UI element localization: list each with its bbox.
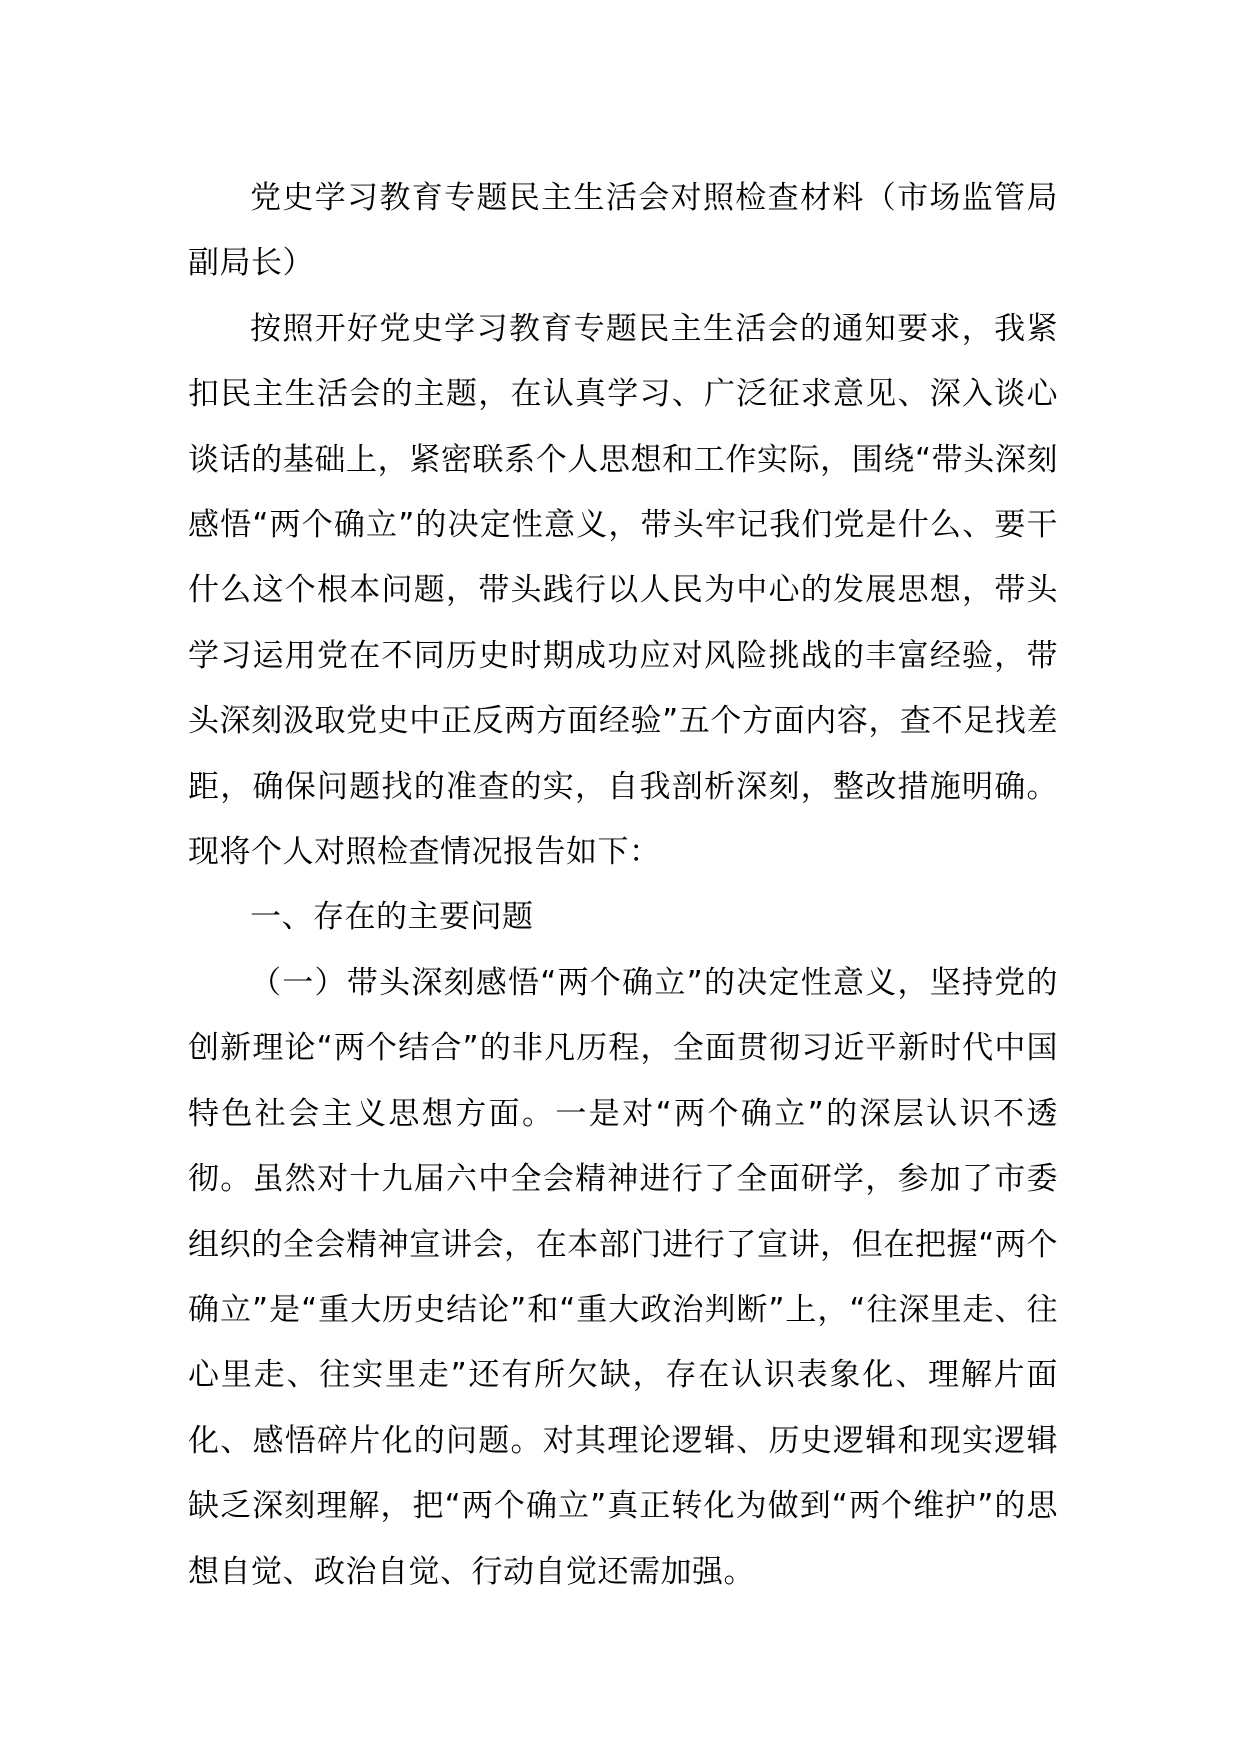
section-heading: 一、存在的主要问题 (250, 899, 534, 936)
document-body (188, 166, 1058, 1605)
section-paragraph: （一）带头深刻感悟“两个确立”的决定性意义，坚持党的创新理论“两个结合”的非凡历程，全面贯彻习近平新时代中国特色社会主义思想方面。一是对“两个确立”的深层认识不透彻。虽然对十九届六中全会精神进行了全面研学，参加了市委组织的全会精神宣讲会，在本部门进行了宣讲，但在把握“两个确立”是“重大历史结论”和“重大政治判断”上，“往深里走、往心里走、往实里走”还有所欠缺，存在认识表象化、理解片面化、感悟碎片化的问题。对其理论逻辑、历史逻辑和现实逻辑缺乏深刻理解，把“两个确立”真正转化为做到“两个维护”的思想自觉、政治自觉、行动自觉还需加强。 (188, 964, 1058, 1590)
document-title: 党史学习教育专题民主生活会对照检查材料（市场监管局副局长） (188, 180, 1058, 282)
intro-paragraph: 按照开好党史学习教育专题民主生活会的通知要求，我紧扣民主生活会的主题，在认真学习、广泛征求意见、深入谈心谈话的基础上，紧密联系个人思想和工作实际，围绕“带头深刻感悟“两个确立”的决定性意义，带头牢记我们党是什么、要干什么这个根本问题，带头践行以人民为中心的发展思想，带头学习运用党在不同历史时期成功应对风险挑战的丰富经验，带头深刻汲取党史中正反两方面经验”五个方面内容，查不足找差距，确保问题找的准查的实，自我剖析深刻，整改措施明确。现将个人对照检查情况报告如下： (188, 310, 1058, 871)
